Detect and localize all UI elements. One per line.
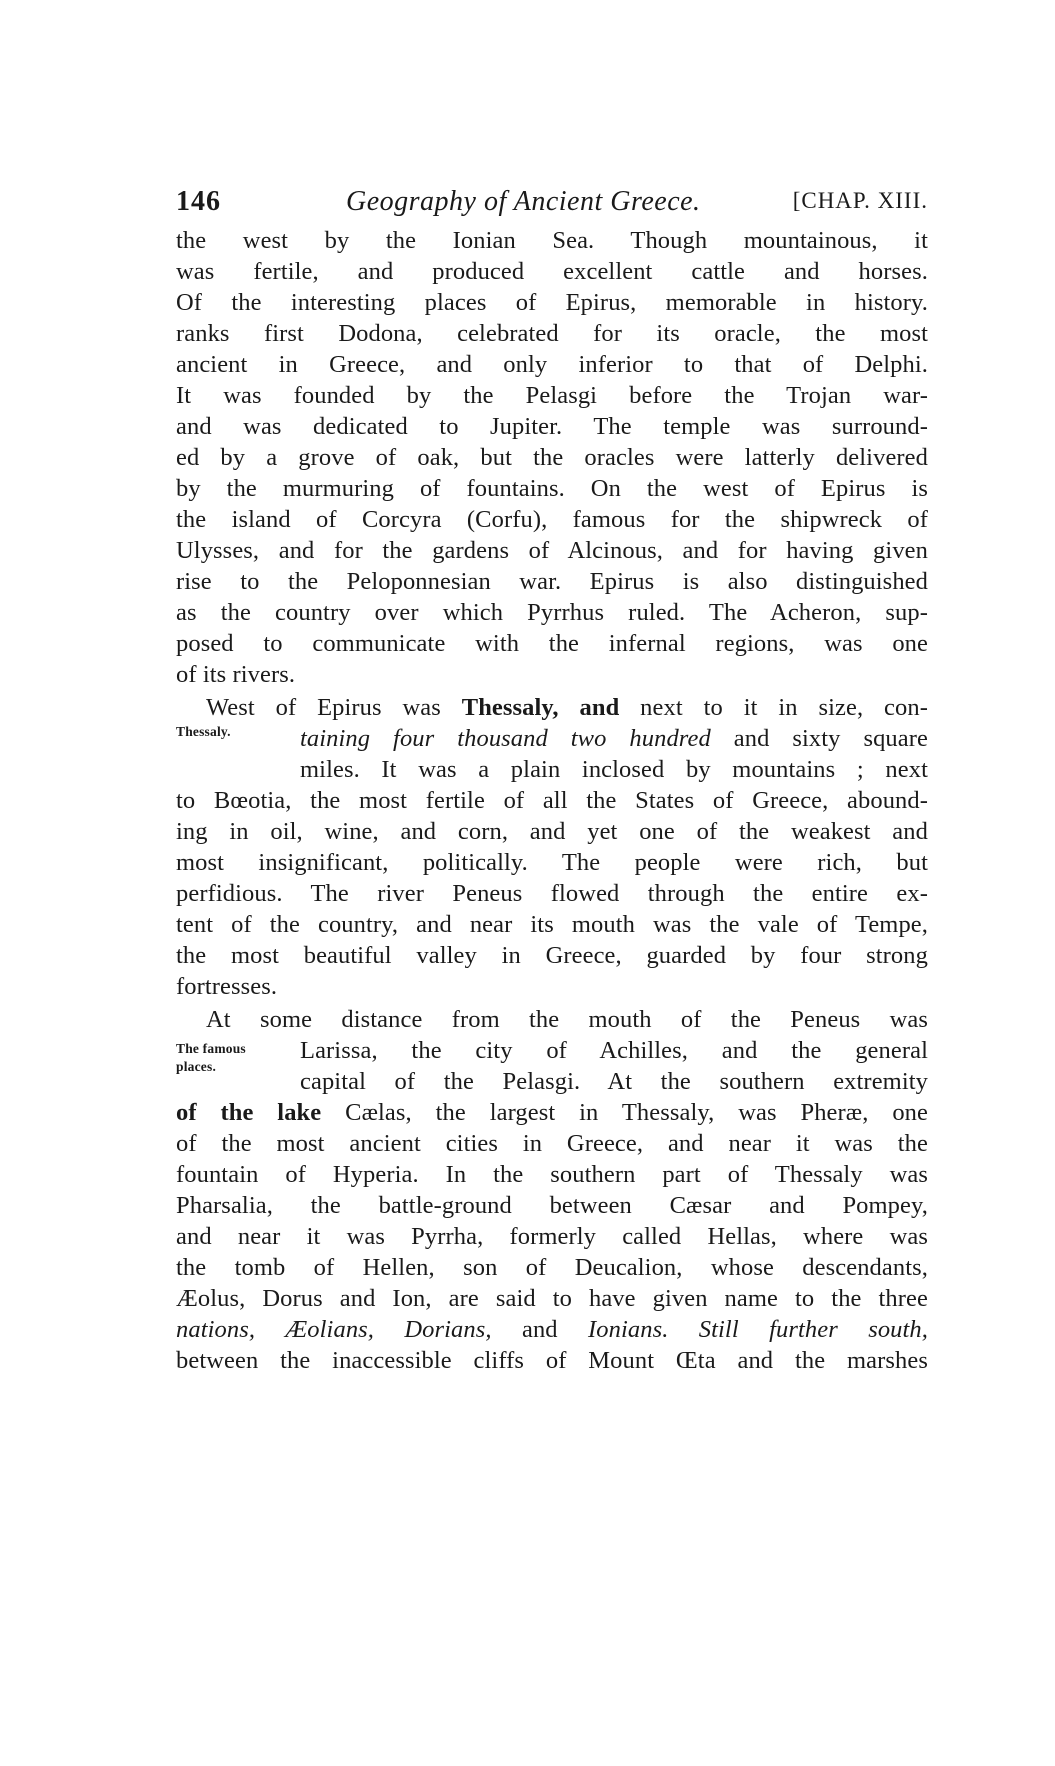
text-span: Cælas, the largest in Thessaly, was Pheræ, one xyxy=(321,1099,928,1126)
margin-note-famous-places-line2: places. xyxy=(176,1059,217,1074)
text-span-italic: taining four thousand two hundred xyxy=(300,725,711,752)
text-line: the most beautiful valley in Greece, guarded by four strong xyxy=(176,942,928,969)
text-span: and xyxy=(491,1316,588,1343)
running-title: Geography of Ancient Greece. xyxy=(346,186,701,217)
text-line: was fertile, and produced excellent cattle and horses. xyxy=(176,258,928,285)
text-line: rise to the Peloponnesian war. Epirus is also distinguished xyxy=(176,568,928,595)
chapter-reference: [CHAP. XIII. xyxy=(792,188,928,213)
text-line: Æolus, Dorus and Ion, are said to have given name to the three xyxy=(176,1285,928,1312)
margin-note-famous-places-line1: The famous xyxy=(176,1041,246,1056)
text-line: the island of Corcyra (Corfu), famous for the shipwreck of xyxy=(176,506,928,533)
text-line: and near it was Pyrrha, formerly called Hellas, where was xyxy=(176,1223,928,1250)
text-line xyxy=(206,691,928,725)
page-number: 146 xyxy=(176,186,221,217)
text-line: of its rivers. xyxy=(176,661,296,688)
text-line: fountain of Hyperia. In the southern part of Thessaly was xyxy=(176,1161,928,1188)
text-line: Of the interesting places of Epirus, memorable in history. xyxy=(176,289,928,316)
text-line: At some distance from the mouth of the Peneus was xyxy=(206,1006,928,1033)
text-span-bold: Thessaly, and xyxy=(461,694,620,721)
text-line: ranks first Dodona, celebrated for its oracle, the most xyxy=(176,320,928,347)
text-span: next to it in size, con- xyxy=(619,694,928,721)
running-head xyxy=(176,186,928,226)
text-line: by the murmuring of fountains. On the west of Epirus is xyxy=(176,475,928,502)
text-line xyxy=(300,722,928,756)
text-line: fortresses. xyxy=(176,973,278,1000)
text-span: and sixty square xyxy=(710,725,928,752)
text-line: ing in oil, wine, and corn, and yet one of the weakest and xyxy=(176,818,928,845)
text-line xyxy=(176,1313,928,1347)
text-line: of the most ancient cities in Greece, and near it was the xyxy=(176,1130,928,1157)
text-line: perfidious. The river Peneus flowed through the entire ex- xyxy=(176,880,928,907)
text-span: West of Epirus was xyxy=(206,694,462,721)
text-line: capital of the Pelasgi. At the southern extremity xyxy=(300,1068,928,1095)
text-line: Pharsalia, the battle-ground between Cæsar and Pompey, xyxy=(176,1192,928,1219)
text-line: miles. It was a plain inclosed by mountains ; next xyxy=(300,756,928,783)
text-line: tent of the country, and near its mouth was the vale of Tempe, xyxy=(176,911,928,938)
text-line: most insignificant, politically. The people were rich, but xyxy=(176,849,928,876)
text-line: and was dedicated to Jupiter. The temple was surround- xyxy=(176,413,928,440)
text-span-italic: Ionians. Still further south, xyxy=(588,1316,929,1343)
text-line: Ulysses, and for the gardens of Alcinous, and for having given xyxy=(176,537,928,564)
margin-note-thessaly: Thessaly. xyxy=(176,724,231,739)
text-line: the west by the Ionian Sea. Though mountainous, it xyxy=(176,227,928,254)
text-line xyxy=(176,1096,928,1130)
text-line: between the inaccessible cliffs of Mount Œta and the marshes xyxy=(176,1347,928,1374)
text-line: It was founded by the Pelasgi before the Trojan war- xyxy=(176,382,928,409)
text-line: ed by a grove of oak, but the oracles were latterly delivered xyxy=(176,444,928,471)
text-line: ancient in Greece, and only inferior to that of Delphi. xyxy=(176,351,928,378)
text-line: posed to communicate with the infernal regions, was one xyxy=(176,630,928,657)
text-line: Larissa, the city of Achilles, and the general xyxy=(300,1037,928,1064)
text-line: as the country over which Pyrrhus ruled. The Acheron, sup- xyxy=(176,599,928,626)
text-line: to Bœotia, the most fertile of all the States of Greece, abound- xyxy=(176,787,928,814)
text-span-bold: of the lake xyxy=(176,1099,322,1126)
text-span-italic: nations, Æolians, Dorians, xyxy=(176,1316,492,1343)
text-line: the tomb of Hellen, son of Deucalion, whose descendants, xyxy=(176,1254,928,1281)
